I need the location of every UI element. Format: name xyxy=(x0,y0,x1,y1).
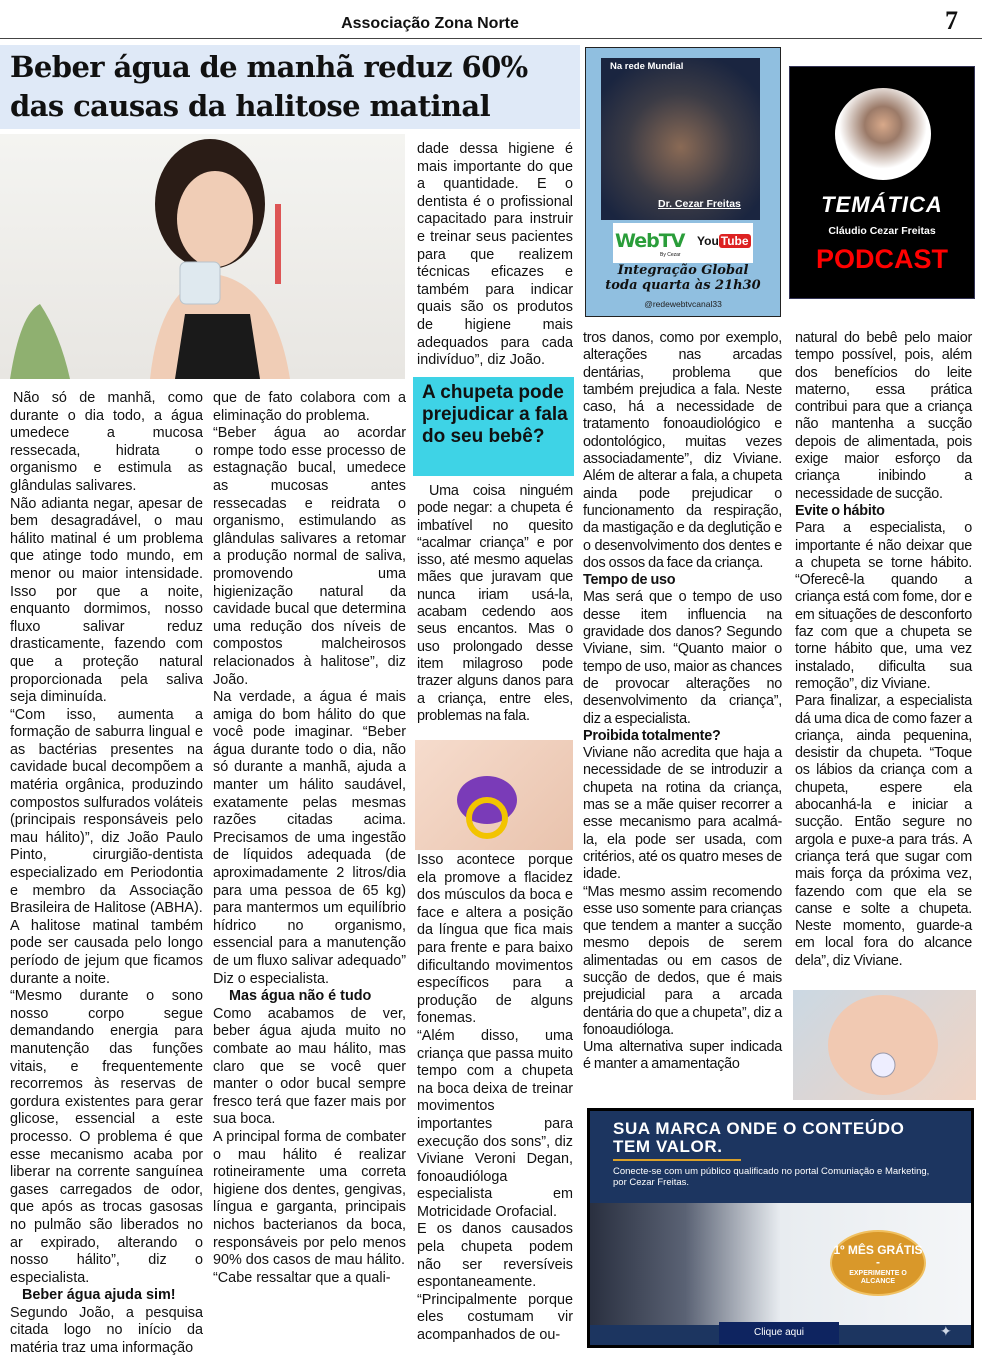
pacifier-article-intro xyxy=(417,483,573,725)
article-column-3-bottom xyxy=(417,852,573,1345)
section-heading: Evite o hábito xyxy=(795,502,885,519)
marketing-ad-headline: SUA MARCA ONDE O CONTEÚDO TEM VALOR. xyxy=(613,1119,905,1156)
paragraph: “Principalmente porque eles costumam vir acompanhados de ou- xyxy=(417,1291,573,1344)
presenter-name-link[interactable]: Dr. Cezar Freitas xyxy=(658,198,741,210)
paragraph: dade dessa higiene é mais importante do que a quantidade. E o dentista é o profissional capacitado para instruir e treinar seus pacientes para que realizem técnicas eficazes e também para indicar quais são os produtos de higiene mais adequados para cada indivíduo”, diz João. xyxy=(417,141,573,369)
presenter-photo xyxy=(601,58,760,220)
paragraph: Não só de manhã, como durante o dia todo, a água umedece a mucosa ressecada, hidrata o organismo e estimula as glândulas salivares. xyxy=(10,390,203,494)
click-here-button[interactable]: Clique aqui xyxy=(719,1322,839,1344)
gold-divider xyxy=(613,1159,741,1161)
paragraph: “Com isso, aumenta a formação de saburra lingual e as bactérias presentes na cavidade bucal decompõem a matéria orgânica, produzindo compostos sulfurados voláteis (principais responsáveis pelo mau hálito)”, diz João Paulo Pinto, cirurgião-dentista especializado em Periodontia e membro da Associação Brasileira de Halitose (ABHA). xyxy=(10,706,203,917)
paragraph: “Mas mesmo assim recomendo esse uso somente para crianças que tendem a manter a sucção mesmo depois de serem alimentadas ou em casos de sucção de dedos, que é mais prejudicial para a arcada dentária do que a chupeta”, diz a fonoaudióloga. xyxy=(583,883,782,1038)
marketing-ad-subtitle: Conecte-se com um público qualificado no portal Comuniação e Marketing, por Cezar Freitas. xyxy=(613,1166,930,1188)
paragraph: Uma coisa ninguém pode negar: a chupeta é imbatível no quesito “acalmar criança” e por isso, até mesmo aquelas mães que juravam que nunca iriam usá-la, acabam cedendo aos seus encantos. Mas o uso prolongado desse item milagroso pode trazer alguns danos para a criança, entre eles, problemas na fala. xyxy=(417,483,573,724)
page-number: 7 xyxy=(945,6,958,35)
youtube-logo xyxy=(697,234,751,248)
podcast-host-name: Cláudio Cezar Freitas xyxy=(828,225,936,237)
article-column-3-top xyxy=(417,141,573,370)
article-column-2 xyxy=(213,390,406,1287)
webtv-ad-top-label: Na rede Mundial xyxy=(610,61,684,72)
sparkle-icon: ✦ xyxy=(940,1323,952,1339)
webtv-logo-text: WebTV xyxy=(615,230,685,252)
youtube-tube: Tube xyxy=(720,234,749,248)
paragraph: A halitose matinal também pode ser causada pelo longo período de jejum que ficamos durante a noite. xyxy=(10,917,203,987)
paragraph: E os danos causados pela chupeta podem não ser reversíveis espontaneamente. xyxy=(417,1221,573,1291)
article-column-5 xyxy=(795,330,972,970)
baby-with-pacifier-photo xyxy=(415,740,573,850)
baby-illustration xyxy=(793,990,976,1100)
pacifier-article-headline: A chupeta pode prejudicar a fala do seu bebê? xyxy=(422,382,568,447)
paragraph: que de fato colabora com a eliminação do problema. xyxy=(213,390,406,424)
publication-title: Associação Zona Norte xyxy=(341,15,519,32)
section-heading: Tempo de uso xyxy=(583,572,676,589)
webtv-ad-line-2: toda quarta às 21h30 xyxy=(605,278,761,293)
podcast-brand: TEMÁTICA xyxy=(821,192,943,217)
podcast-label: PODCAST xyxy=(815,244,948,274)
paragraph: Na verdade, a água é mais amiga do bom hálito do que você pode imaginar. “Beber água durante todo o dia, não só durante a manhã, ajuda a manter um hálito saudável, exatamente pelas mesmas razões citadas acima. Precisamos de uma ingestão de líquidos adequada (de aproximadamente 2 litros/dia para uma pessoa de 65 kg) para mantermos um equilíbrio hídrico no organismo, essencial para a manutenção de um fluxo salivar adequado” Diz o especialista. xyxy=(213,689,406,987)
pacifier-illustration xyxy=(415,740,573,850)
article-column-4 xyxy=(583,330,782,1074)
paragraph: Isso acontece porque ela promove a flacidez dos músculos da boca e face e altera a posição da língua que fica mais para frente e para baixo dificultando movimentos específicos para a produção de alguns fonemas. xyxy=(417,852,573,1027)
paragraph: Para a especialista, o importante é não deixar que a chupeta se torne hábito. “Oferecê-la quando a criança está com fome, dor e em situações de desconforto faz com que a chupeta se torne hábito que, uma vez instalado, dificulta sua remoção”, diz Viviane. xyxy=(795,520,972,692)
woman-drinking-water-photo xyxy=(0,134,405,379)
free-month-badge xyxy=(830,1230,926,1296)
paragraph: Segundo João, a pesquisa citada logo no início da matéria traz uma informação xyxy=(10,1304,203,1357)
baby-pacifier-photo-2 xyxy=(793,990,976,1100)
paragraph: Não adianta negar, apesar de bem desagradável, o mau hálito matinal é um problema que atinge todo mundo, em menor ou maior intensidade. Isso por que a noite, enquanto dormimos, nosso fluxo salivar reduz drasticamente, fazendo com que a proteção natural proporcionada pela saliva seja diminuída. xyxy=(10,495,203,706)
youtube-you: You xyxy=(697,234,719,248)
paragraph: “Além disso, uma criança que passa muito tempo com a chupeta na boca deixa de treinar movimentos importantes para execução dos sons”, diz Viviane Veroni Degan, fonoaudióloga especialista em Motricidade Orofacial. xyxy=(417,1027,573,1220)
podcast-host-photo xyxy=(835,88,931,180)
section-heading: Proibida totalmente? xyxy=(583,727,721,744)
section-heading: Mas água não é tudo xyxy=(229,988,372,1005)
section-heading: Beber água ajuda sim! xyxy=(22,1287,176,1304)
webtv-handle: @redewebtvcanal33 xyxy=(644,299,722,309)
paragraph: “Cabe ressaltar que a quali- xyxy=(213,1269,391,1286)
paragraph: Mas será que o tempo de uso desse item influencia na gravidade dos danos? Segundo Viviane, sim. “Quanto maior o tempo de uso, maior as chances de provocar alterações no desenvolvimento da criança”, diz a especialista. xyxy=(583,589,782,727)
header-divider xyxy=(0,38,982,39)
article-column-1 xyxy=(10,390,203,1358)
paragraph: A principal forma de combater o mau hálito é realizar rotineiramente uma correta higiene dos dentes, gengivas, língua e garganta, principais nichos bacterianos da boca, responsáveis por pelo menos 90% dos casos de mau hálito. xyxy=(213,1128,406,1269)
article-headline: Beber água de manhã reduz 60% das causas da halitose matinal xyxy=(10,50,528,123)
woman-photo-illustration xyxy=(0,134,405,379)
paragraph: Para finalizar, a especialista dá uma dica de como fazer a criança, ainda pequenina, desistir da chupeta. “Toque os lábios da criança com a chupeta, espere ela abocanhá-la e iniciar a sucção. Então segure no argola e puxe-a para trás. A criança terá que sugar com mais força da próxima vez, fazendo com que ela se canse e solte a chupeta. Neste momento, guarde-a em local fora do alcance dela”, diz Viviane. xyxy=(795,693,972,969)
paragraph: natural do bebê pelo maior tempo possível, pois, além dos benefícios do leite materno, essa prática contribui para que a criança não mantenha a sucção depois de alimentada, pois exige maior esforço da criança inibindo a necessidade de sucção. xyxy=(795,330,972,502)
webtv-ad-line-1: Integração Global xyxy=(617,263,749,278)
paragraph: Uma alternativa super indicada é manter a amamentação xyxy=(583,1039,782,1073)
paragraph: “Mesmo durante o sono nosso corpo segue demandando energia para manutenção das funções vitais, e frequentemente recorremos às reservas de gordura existentes para gerar glicose, essencial a este processo. O problema é que esse mecanismo acaba por liberar na corrente sanguínea gases carregados de odor, que após as trocas gasosas no pulmão são liberados no ar expirado, alterando o nosso hálito”, diz o especialista. xyxy=(10,988,203,1286)
badge-main-text: 1º MÊS GRÁTIS - xyxy=(833,1243,923,1269)
paragraph: Viviane não acredita que haja a necessidade de se introduzir a chupeta na rotina da criança, mas se a mãe quiser recorrer a esse mecanismo para acalmá-la, ela pode ser usada, com critérios, até os quatro meses de idade. xyxy=(583,745,782,883)
webtv-logo xyxy=(615,230,684,252)
paragraph: Como acabamos de ver, beber água ajuda muito no combate ao mau hálito, mas claro que se você quer manter o odor bucal sempre fresco terá que fazer mais por sua boca. xyxy=(213,1005,406,1128)
paragraph: “Beber água ao acordar rompe todo esse processo de estagnação bucal, umedece as mucosas antes ressecadas e reidrata o organismo, estimulando as glândulas salivares a retomar a produção normal de saliva, promovendo uma higienização natural da cavidade bucal que determina uma redução dos níveis de compostos malcheirosos relacionados à halitose”, diz João. xyxy=(213,425,406,688)
webtv-logo-by: By Cezar xyxy=(660,252,681,258)
badge-sub-text: EXPERIMENTE O ALCANCE xyxy=(849,1270,907,1285)
paragraph: tros danos, como por exemplo, alterações nas arcadas dentárias, problema que também prejudica a fala. Neste caso, há a necessidade de tratamento fonoaudiológico e odontológico, muitas vezes associadamente”, diz Viviane. Além de alterar a fala, a chupeta ainda pode prejudicar o funcionamento da respiração, da mastigação e da deglutição e o desenvolvimento dos dentes e dos ossos da face da criança. xyxy=(583,330,782,571)
